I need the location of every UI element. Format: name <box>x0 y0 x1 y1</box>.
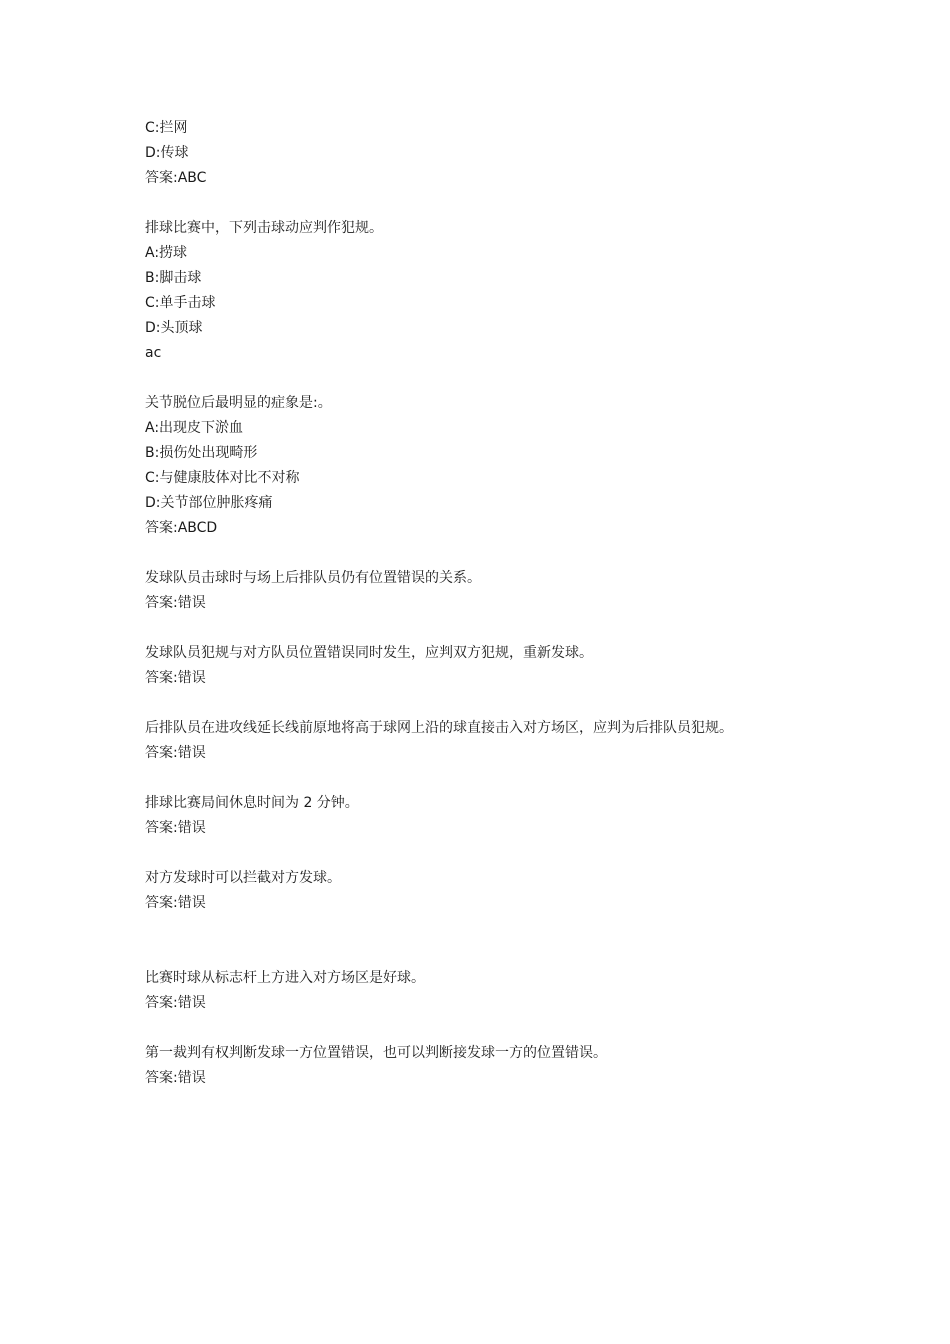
document-content <box>145 116 845 1091</box>
option-line: B:损伤处出现畸形 <box>145 445 258 461</box>
question-block-9 <box>145 1041 845 1091</box>
spacer <box>145 841 845 866</box>
question-text: 关节脱位后最明显的症象是:。 <box>145 395 332 411</box>
question-text: 排球比赛中，下列击球动应判作犯规。 <box>145 220 383 236</box>
answer-line: 答案:错误 <box>145 995 206 1011</box>
answer-line: 答案:ABC <box>145 170 207 186</box>
answer-line: 答案:错误 <box>145 595 206 611</box>
question-text: 后排队员在进攻线延长线前原地将高于球网上沿的球直接击入对方场区，应判为后排队员犯规。 <box>145 720 733 736</box>
question-text: 发球队员犯规与对方队员位置错误同时发生，应判双方犯规，重新发球。 <box>145 645 593 661</box>
question-block-7 <box>145 866 845 916</box>
option-line: B:脚击球 <box>145 270 202 286</box>
question-block-2 <box>145 391 845 541</box>
spacer <box>145 616 845 641</box>
option-line: C:拦网 <box>145 120 188 136</box>
question-text: 第一裁判有权判断发球一方位置错误，也可以判断接发球一方的位置错误。 <box>145 1045 607 1061</box>
option-line: D:头顶球 <box>145 320 203 336</box>
spacer <box>145 366 845 391</box>
question-block-8 <box>145 966 845 1016</box>
answer-line: 答案:错误 <box>145 1070 206 1086</box>
option-line: D:关节部位肿胀疼痛 <box>145 495 273 511</box>
question-block-6 <box>145 791 845 841</box>
answer-line: ac <box>145 345 162 361</box>
spacer <box>145 916 845 966</box>
answer-line: 答案:错误 <box>145 820 206 836</box>
answer-line: 答案:错误 <box>145 745 206 761</box>
spacer <box>145 1016 845 1041</box>
option-line: A:捞球 <box>145 245 188 261</box>
question-text: 发球队员击球时与场上后排队员仍有位置错误的关系。 <box>145 570 481 586</box>
question-block-5 <box>145 716 845 766</box>
question-block-4 <box>145 641 845 691</box>
answer-line: 答案:错误 <box>145 895 206 911</box>
spacer <box>145 766 845 791</box>
option-line: C:与健康肢体对比不对称 <box>145 470 300 486</box>
option-line: A:出现皮下淤血 <box>145 420 244 436</box>
option-line: C:单手击球 <box>145 295 216 311</box>
spacer <box>145 191 845 216</box>
spacer <box>145 541 845 566</box>
question-text: 排球比赛局间休息时间为 2 分钟。 <box>145 795 359 811</box>
answer-line: 答案:错误 <box>145 670 206 686</box>
answer-line: 答案:ABCD <box>145 520 218 536</box>
question-block-3 <box>145 566 845 616</box>
question-text: 比赛时球从标志杆上方进入对方场区是好球。 <box>145 970 425 986</box>
question-text: 对方发球时可以拦截对方发球。 <box>145 870 341 886</box>
question-block-1 <box>145 216 845 366</box>
spacer <box>145 691 845 716</box>
question-block-0 <box>145 116 845 191</box>
option-line: D:传球 <box>145 145 189 161</box>
